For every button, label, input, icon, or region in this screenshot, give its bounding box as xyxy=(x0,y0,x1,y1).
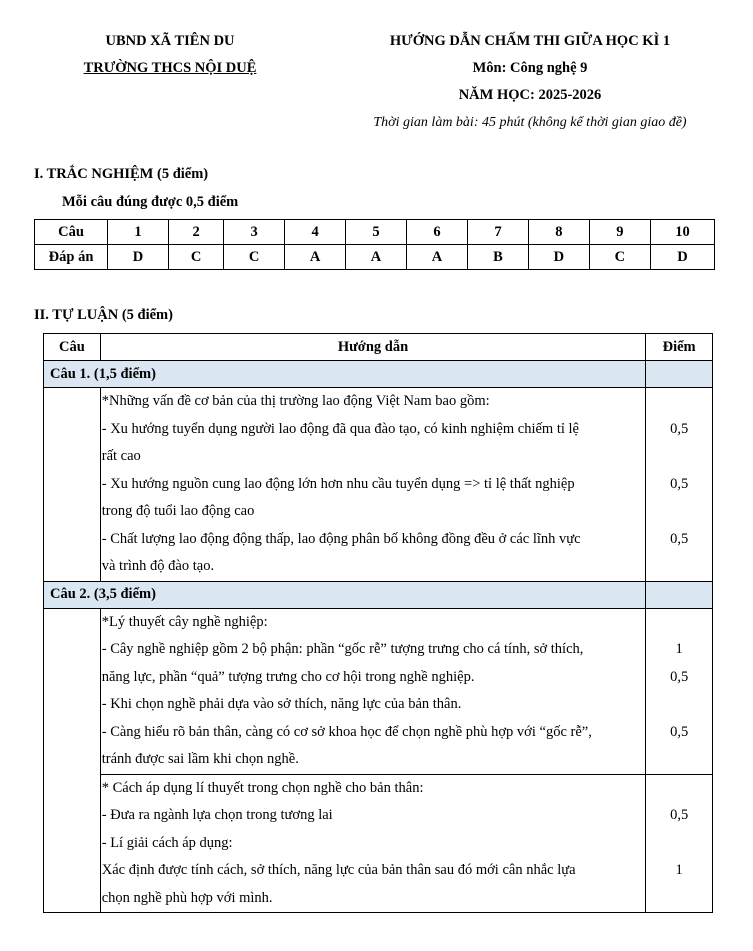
commune-name: UBND XÃ TIÊN DU xyxy=(105,33,235,49)
question-number: 1 xyxy=(108,220,169,245)
score-value: 0,5 xyxy=(670,723,689,740)
question-number: 4 xyxy=(285,220,346,245)
answer-row xyxy=(35,245,715,270)
question-number: 9 xyxy=(589,220,650,245)
guide-line: năng lực, phần “quả” tượng trưng cho cơ hội trong nghề nghiệp. xyxy=(101,668,475,685)
answer-cell: B xyxy=(467,245,528,270)
question-number: 8 xyxy=(528,220,589,245)
answer-cell: C xyxy=(169,245,224,270)
guide-line: - Đưa ra ngành lựa chọn trong tương lai xyxy=(101,807,333,823)
part-divider xyxy=(101,774,646,913)
subject-line: Môn: Công nghệ 9 xyxy=(472,60,588,76)
guide-line: - Xu hướng tuyển dụng người lao động đã qua đào tạo, có kinh nghiệm chiếm tỉ lệ xyxy=(101,420,579,437)
guide-line: và trình độ đào tạo. xyxy=(101,558,215,574)
guide-line: chọn nghề phù hợp với mình. xyxy=(101,889,273,906)
guide-line: - Xu hướng nguồn cung lao động lớn hơn nhu cầu tuyển dụng => tỉ lệ thất nghiệp xyxy=(101,475,575,492)
question2-guide xyxy=(100,608,646,913)
score-value xyxy=(646,388,712,416)
question2-title: Câu 2. (3,5 điểm) xyxy=(44,581,646,608)
score-value xyxy=(646,885,712,913)
question2-content-row xyxy=(44,608,713,913)
score-value: 0,5 xyxy=(670,668,689,685)
answer-cell: D xyxy=(108,245,169,270)
answer-cell: C xyxy=(589,245,650,270)
question1-title-row xyxy=(44,361,713,388)
question-number: 6 xyxy=(407,220,468,245)
school-name: TRƯỜNG THCS NỘI DUỆ xyxy=(83,60,257,76)
answer-cell: C xyxy=(224,245,285,270)
score-value: 0,5 xyxy=(670,530,689,547)
guide-line: rất cao xyxy=(101,448,141,464)
guide-line: tránh được sai lầm khi chọn nghề. xyxy=(101,751,299,767)
question2-title-row xyxy=(44,581,713,608)
section2-title: II. TỰ LUẬN (5 điểm) xyxy=(34,307,173,323)
guide-line: *Những vấn đề cơ bản của thị trường lao động Việt Nam bao gồm: xyxy=(101,393,490,409)
guide-line: * Cách áp dụng lí thuyết trong chọn nghề cho bản thân: xyxy=(101,779,424,796)
document-header xyxy=(340,28,720,136)
document-title: HƯỚNG DẪN CHẤM THI GIỮA HỌC KÌ 1 xyxy=(389,33,671,49)
answer-cell: A xyxy=(285,245,346,270)
guide-line: Xác định được tính cách, sở thích, năng lực của bản thân sau đó mới cân nhắc lựa xyxy=(101,862,576,878)
guide-line: - Lí giải cách áp dụng: xyxy=(101,834,233,851)
part-divider xyxy=(646,774,712,913)
question1-scores xyxy=(646,388,713,582)
school-header xyxy=(60,28,280,82)
guide-line: *Lý thuyết cây nghề nghiệp: xyxy=(101,613,268,630)
essay-header-row xyxy=(44,334,713,361)
guide-line: - Chất lượng lao động động thấp, lao động phân bố không đồng đều ở các lĩnh vực xyxy=(101,530,581,547)
guide-line: - Khi chọn nghề phải dựa vào sở thích, năng lực của bản thân. xyxy=(101,696,462,712)
question-number: 3 xyxy=(224,220,285,245)
guide-line: trong độ tuổi lao động cao xyxy=(101,503,255,519)
score-value: 0,5 xyxy=(670,420,689,437)
question-number: 2 xyxy=(169,220,224,245)
answer-key-table xyxy=(34,219,715,270)
column-header-guide: Hướng dẫn xyxy=(100,334,646,361)
score-value: 0,5 xyxy=(670,807,689,823)
score-value xyxy=(646,553,712,581)
guide-line: - Càng hiểu rõ bản thân, càng có cơ sở khoa học để chọn nghề phù hợp với “gốc rễ”, xyxy=(101,723,592,740)
score-value: 1 xyxy=(675,641,683,657)
column-header-question: Câu xyxy=(44,334,101,361)
question2-scores xyxy=(646,608,713,913)
answer-cell: D xyxy=(528,245,589,270)
section1-title: I. TRẮC NGHIỆM (5 điểm) xyxy=(34,166,209,182)
exam-duration: Thời gian làm bài: 45 phút (không kể thời gian giao đề) xyxy=(373,115,687,130)
score-value xyxy=(646,746,712,774)
answer-row-label: Đáp án xyxy=(35,245,108,270)
question-number-row xyxy=(35,220,715,245)
column-header-score: Điểm xyxy=(646,334,713,361)
score-value xyxy=(646,498,712,526)
answer-cell: A xyxy=(407,245,468,270)
section1-subtitle: Mỗi câu đúng được 0,5 điểm xyxy=(62,194,239,210)
guide-line: - Cây nghề nghiệp gồm 2 bộ phận: phần “gốc rễ” tượng trưng cho cá tính, sở thích, xyxy=(101,641,584,657)
answer-cell: A xyxy=(346,245,407,270)
score-value xyxy=(646,609,712,637)
question-row-label: Câu xyxy=(35,220,108,245)
score-value xyxy=(646,691,712,719)
score-value: 1 xyxy=(675,862,683,878)
question-number: 5 xyxy=(346,220,407,245)
score-value xyxy=(646,775,712,803)
school-year: NĂM HỌC: 2025-2026 xyxy=(458,87,602,103)
score-value: 0,5 xyxy=(670,475,689,492)
essay-guide-table xyxy=(43,333,713,913)
score-value xyxy=(646,443,712,471)
question1-content-row xyxy=(44,388,713,582)
question1-guide xyxy=(100,388,646,582)
question-number: 7 xyxy=(467,220,528,245)
question-number: 10 xyxy=(650,220,714,245)
answer-cell: D xyxy=(650,245,714,270)
question1-title: Câu 1. (1,5 điểm) xyxy=(44,361,646,388)
score-value xyxy=(646,830,712,858)
